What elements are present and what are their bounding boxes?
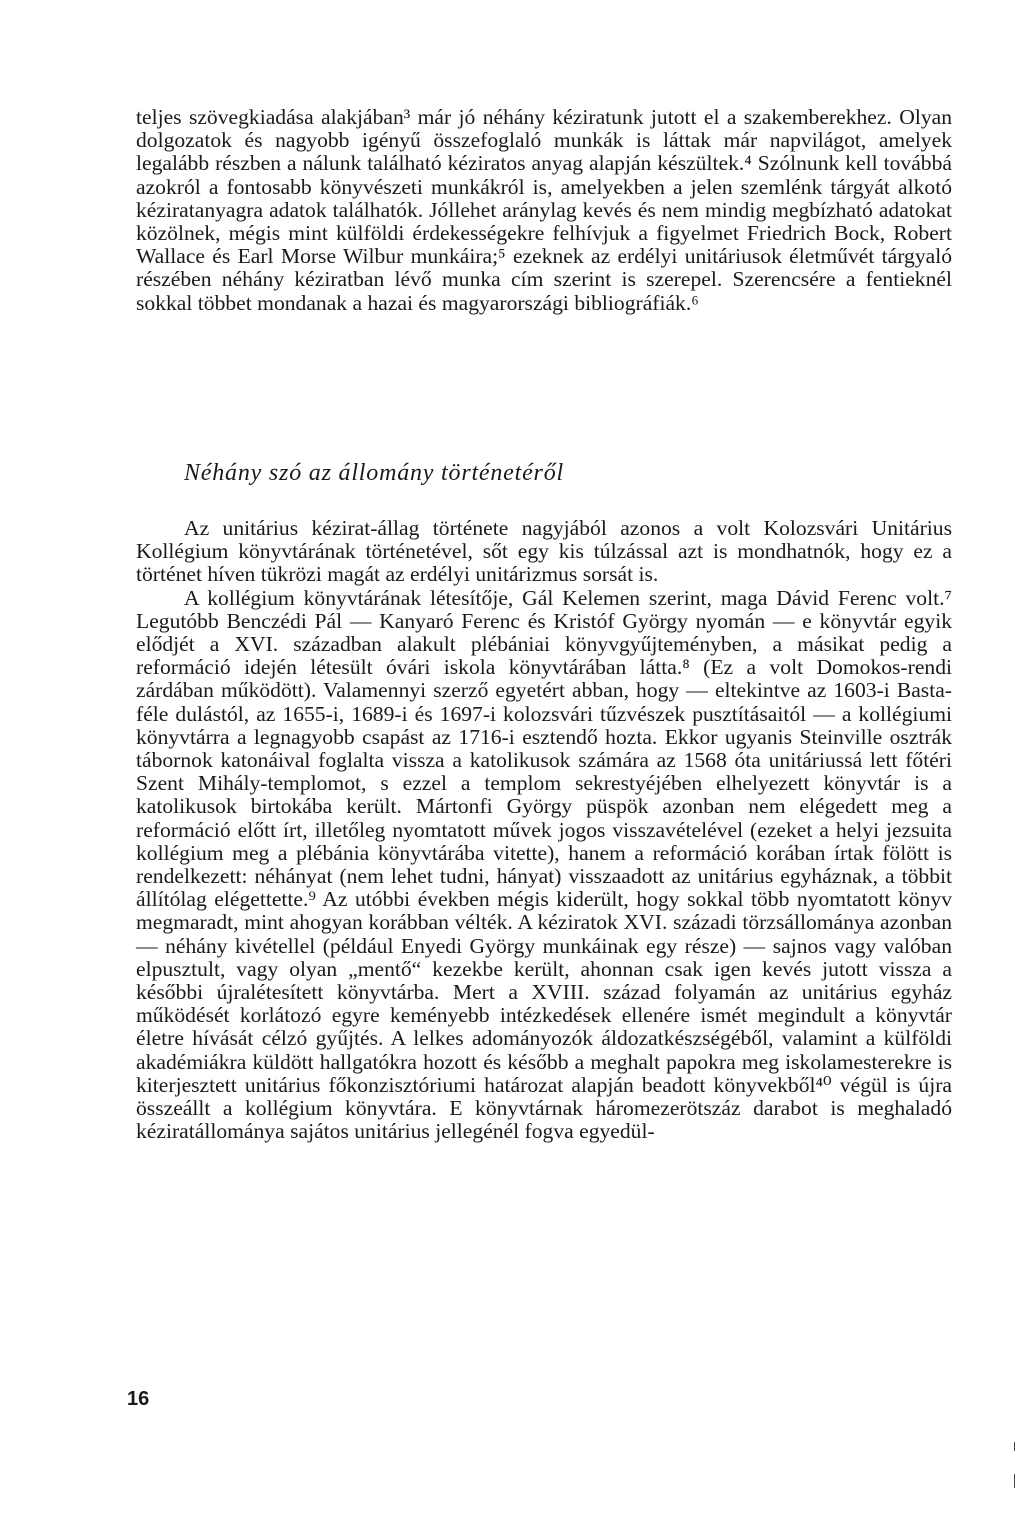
page-number: 16: [127, 1388, 150, 1410]
margin-mark: [1014, 1442, 1015, 1451]
intro-paragraph-block: [136, 106, 952, 315]
body-paragraph-2: A kollégium könyvtárának létesítője, Gál Kelemen szerint, maga Dávid Ferenc volt.⁷ Legutóbb Benczédi Pál — Kanyaró Ferenc és Kristóf György nyomán — e könyvtár egyik elődjét a XVI. században alakult plébániai könyvgyűjteményben, a másikat pedig a reformáció idején létesült óvári iskola könyvtárában látta.⁸ (Ez a volt Domokos-rendi zárdában működött). Valamennyi szerző egyetért abban, hogy — eltekintve az 1603-i Basta-féle dulástól, az 1655-i, 1689-i és 1697-i kolozsvári tűzvészek pusztításaitól — a kollégiumi könyvtárra a legnagyobb csapást az 1716-i esztendő hozta. Ekkor ugyanis Steinville osztrák tábornok katonáival foglalta vissza a katolikusok számára az 1568 óta unitáriussá lett főtéri Szent Mihály-templomot, s ezzel a templom sekrestyéjében elhelyezett könyvtár is a katolikusok birtokába került. Mártonfi György püspök azonban nem elégedett meg a reformáció előtt írt, illetőleg nyomtatott művek jogos visszavételével (ezeket a helyi jezsuita kollégium meg a plébánia könyvtárába vitette), hanem a reformáció korában írtak fölött is rendelkezett: néhányat (nem lehet tudni, hányat) visszaadott az unitárius egyháznak, a többit állítólag elégettette.⁹ Az utóbbi években mégis kiderült, hogy sokkal több nyomtatott könyv megmaradt, mint ahogyan korábban vélték. A kéziratok XVI. századi törzsállománya azonban — néhány kivétellel (például Enyedi György munkáinak egy része) — sajnos vagy valóban elpusztult, vagy olyan „mentő“ kezekbe került, ahonnan csak igen kevés jutott vissza a későbbi újralétesített könyvtárba. Mert a XVIII. század folyamán az unitárius egyház működését korlátozó egyre keményebb intézkedések ellenére ismét megindult a könyvtár életre hívását célzó gyűjtés. A lelkes adományozók áldozatkészségéből, valamint a külföldi akadémiákra küldött hallgatókra hozott és később a meghalt papokra meg iskolamesterekre is kiterjesztett unitárius főkonzisztóriumi határozat alapján beadott könyvekből⁴⁰ végül is újra összeállt a kollégium könyvtára. E könyvtárnak háromezerötszáz darabot is meghaladó kéziratállománya sajátos unitárius jellegénél fogva egyedül-: [136, 585, 952, 1144]
section-heading: Néhány szó az állomány történetéről: [184, 460, 564, 486]
margin-mark: [1014, 1474, 1015, 1488]
intro-paragraph: teljes szövegkiadása alakjában³ már jó néhány kéziratunk jutott el a szakemberekhez. Olyan dolgozatok és nagyobb igényű összefoglaló munkák is láttak már napvilágot, amelyek legalább részben a nálunk található kéziratos anyag alapján készültek.⁴ Szólnunk kell továbbá azokról a fontosabb könyvészeti munkákról is, amelyekben a jelen szemlénk tárgyát alkotó kéziratanyagra adatok találhatók. Jóllehet aránylag kevés és nem mindig megbízható adatokat közölnek, mégis mint külföldi érdekességekre felhívjuk a figyelmet Friedrich Bock, Robert Wallace és Earl Morse Wilbur munkáira;⁵ ezeknek az erdélyi unitáriusok életművét tárgyaló részében néhány kéziratban lévő munka cím szerint is szerepel. Szerencsére a fentieknél sokkal többet mondanak a hazai és magyarországi bibliográfiák.⁶: [136, 105, 952, 315]
section-body: [136, 517, 952, 1143]
body-paragraph-1: Az unitárius kézirat-állag története nagyjából azonos a volt Kolozsvári Unitárius Kollégium könyvtárának történetével, sőt egy kis túlzással azt is mondhatnók, hogy ez a történet híven tükrözi magát az erdélyi unitárizmus sorsát is.: [136, 516, 952, 587]
